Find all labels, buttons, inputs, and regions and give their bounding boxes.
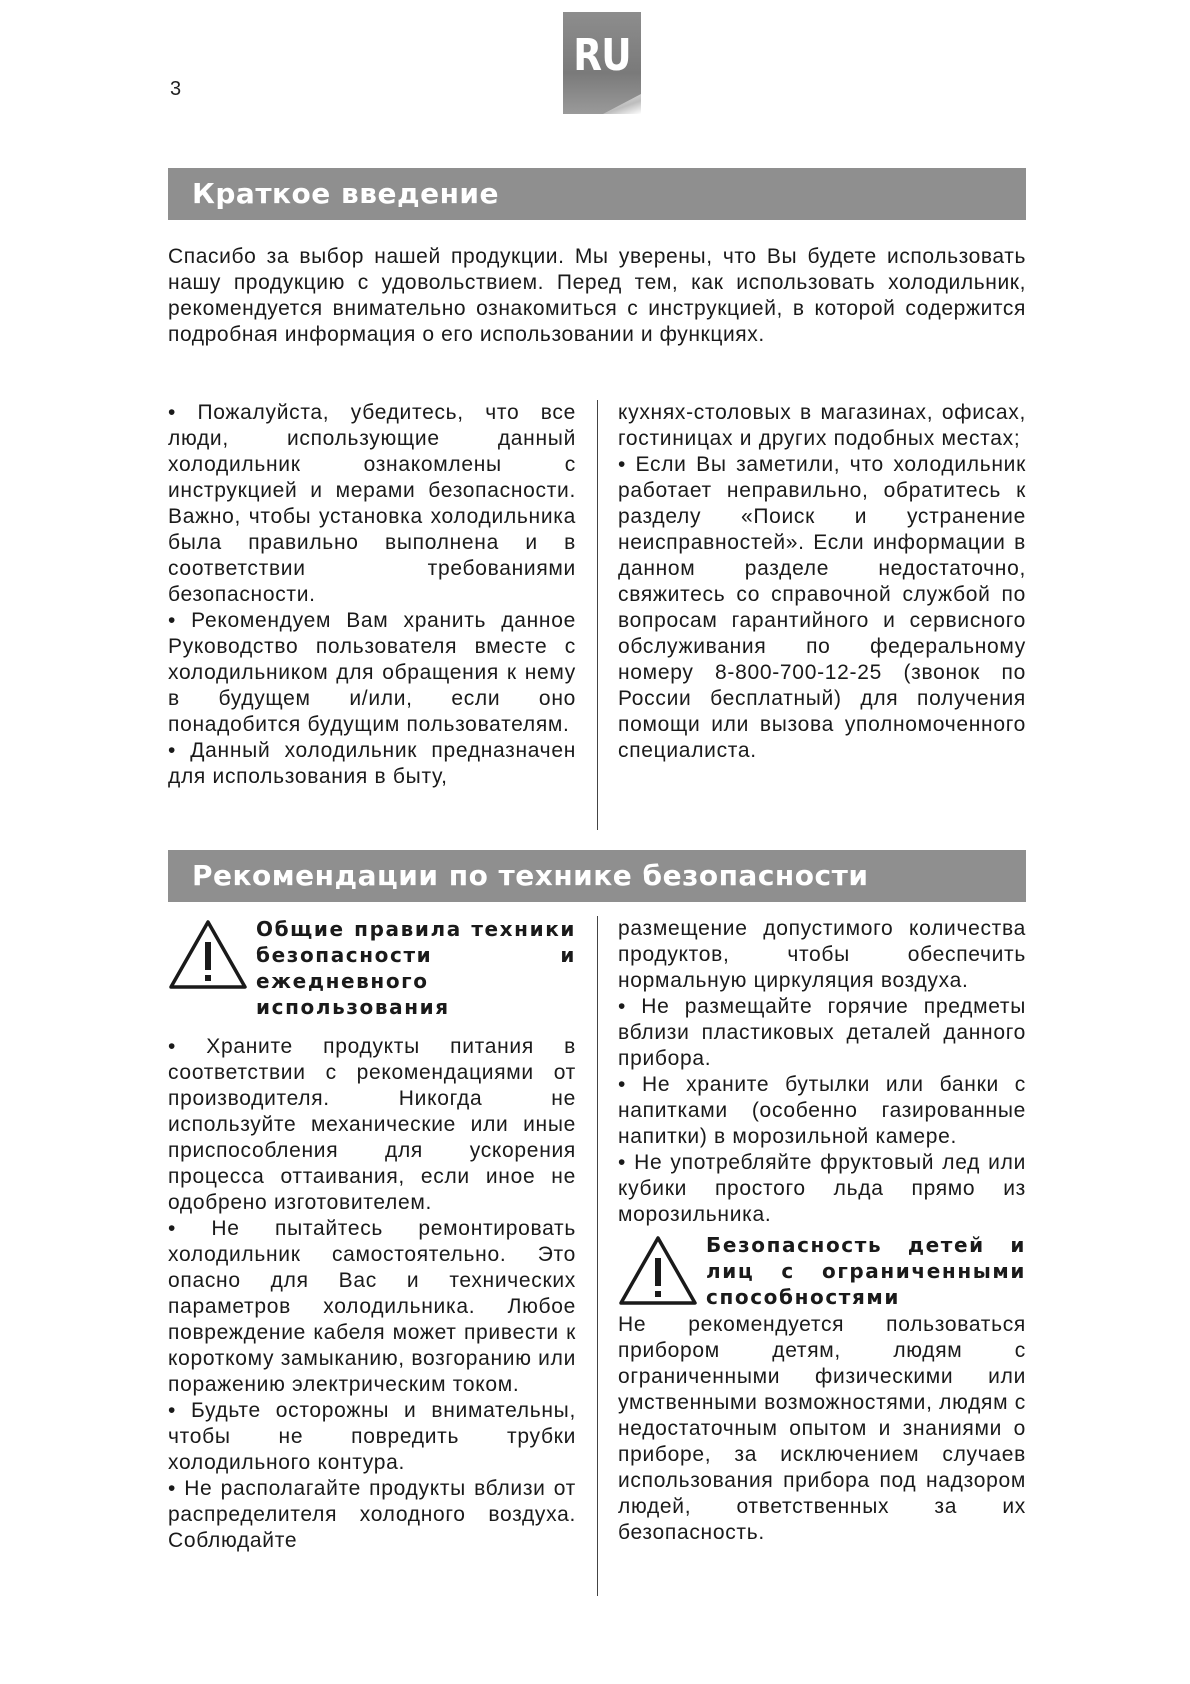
warning-block-general [168, 916, 576, 1020]
page-curl-decoration [603, 94, 641, 114]
intro-left-column [168, 400, 576, 790]
safety-section-header: Рекомендации по технике безопасности [168, 850, 1026, 902]
language-tab-label: RU [573, 30, 631, 81]
warning-triangle-icon [168, 918, 248, 990]
column-divider [597, 400, 598, 830]
safety-right-column [618, 916, 1026, 1546]
warning-title-general: Общие правила техники безопасности и ежедневного использования [256, 917, 576, 1019]
list-item: • Не храните бутылки или банки с напитками (особенно газированные напитки) в морозильной камере. [618, 1073, 1026, 1148]
list-item: • Не пытайтесь ремонтировать холодильник самостоятельно. Это опасно для Вас и технических параметров холодильника. Любое повреждение кабеля может привести к короткому замыканию, возгоранию или поражению электрическим током. [168, 1217, 576, 1396]
intro-section-header: Краткое введение [168, 168, 1026, 220]
list-item: • Если Вы заметили, что холодильник работает неправильно, обратитесь к разделу «Поиск и устранение неисправностей». Если информации в данном разделе недостаточно, свяжитесь со справочной службой по вопросам гарантийного и сервисного обслуживания по федеральному номеру 8-800-700-12-25 (звонок по России бесплатный) для получения помощи или вызова уполномоченного специалиста. [618, 453, 1026, 762]
page-number: 3 [170, 78, 182, 100]
list-item: • Пожалуйста, убедитесь, что все люди, использующие данный холодильник ознакомлены с инструкцией и мерами безопасности. Важно, чтобы установка холодильника была правильно выполнена и в соответствии требованиями безопасности. [168, 401, 576, 606]
list-item: • Данный холодильник предназначен для использования в быту, [168, 739, 576, 788]
safety-left-column [168, 916, 576, 1554]
list-item: • Не располагайте продукты вблизи от распределителя холодного воздуха. Соблюдайте [168, 1477, 576, 1552]
warning-triangle-icon [618, 1234, 698, 1306]
warning-text-children: Не рекомендуется пользоваться прибором детям, людям с ограниченными физическими или умственными возможностями, людям с недостаточным опытом и знаниями о приборе, за исключением случаев использования прибора под надзором людей, ответственных за их безопасность. [618, 1313, 1026, 1544]
intro-paragraph: Спасибо за выбор нашей продукции. Мы уверены, что Вы будете использовать нашу продукцию с удовольствием. Перед тем, как использовать холодильник, рекомендуется внимательно ознакомиться с инструкцией, в которой содержится подробная информация о его использовании и функциях. [168, 245, 1026, 346]
list-item: • Рекомендуем Вам хранить данное Руководство пользователя вместе с холодильником для обращения к нему в будущем и/или, если оно понадобится будущим пользователям. [168, 609, 576, 736]
language-tab [563, 12, 641, 114]
list-item: • Не употребляйте фруктовый лед или кубики простого льда прямо из морозильника. [618, 1151, 1026, 1226]
list-item: • Будьте осторожны и внимательны, чтобы не повредить трубки холодильного контура. [168, 1399, 576, 1474]
list-item: • Храните продукты питания в соответствии с рекомендациями от производителя. Никогда не используйте механические или иные приспособления для ускорения процесса оттаивания, если иное не одобрено изготовителем. [168, 1035, 576, 1214]
warning-block-children [618, 1232, 1026, 1312]
list-item: кухнях-столовых в магазинах, офисах, гостиницах и других подобных местах; [618, 401, 1026, 450]
list-item: • Не размещайте горячие предметы вблизи пластиковых деталей данного прибора. [618, 995, 1026, 1070]
list-item: размещение допустимого количества продуктов, чтобы обеспечить нормальную циркуляция воздуха. [618, 917, 1026, 992]
column-divider [597, 916, 598, 1596]
intro-right-column [618, 400, 1026, 764]
warning-title-children: Безопасность детей и лиц с ограниченными способностями [706, 1233, 1026, 1309]
